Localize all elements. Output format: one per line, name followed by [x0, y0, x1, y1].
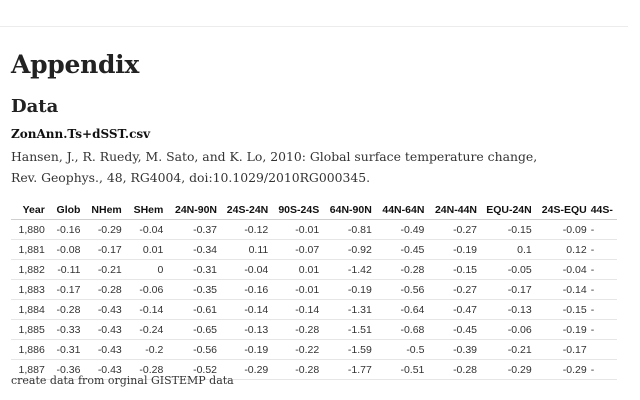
table-cell: -0.06 [481, 320, 536, 340]
data-table [11, 200, 617, 380]
table-cell: -0.22 [272, 340, 323, 360]
table-cell [591, 340, 617, 360]
column-header: 44S- [591, 200, 617, 220]
table-cell: -0.36 [49, 360, 85, 380]
table-cell: -0.64 [376, 300, 429, 320]
table-cell: -0.29 [221, 360, 272, 380]
table-cell: -1.77 [323, 360, 376, 380]
table-cell: -0.14 [272, 300, 323, 320]
table-cell: -0.04 [126, 220, 168, 240]
column-header: Year [11, 200, 49, 220]
table-cell: 1,882 [11, 260, 49, 280]
table-row [11, 240, 617, 260]
table-cell: -0.28 [272, 360, 323, 380]
citation [11, 146, 537, 188]
table-cell: -0.2 [126, 340, 168, 360]
table-row [11, 280, 617, 300]
table-cell: -0.31 [49, 340, 85, 360]
table-cell: -0.47 [428, 300, 481, 320]
table-cell: -0.35 [167, 280, 221, 300]
table-cell: -0.17 [84, 240, 125, 260]
table-cell: -0.21 [84, 260, 125, 280]
table-cell: 1,886 [11, 340, 49, 360]
table-cell: -0.17 [536, 340, 591, 360]
column-header: Glob [49, 200, 85, 220]
table-cell: - [591, 280, 617, 300]
table-cell: -0.56 [167, 340, 221, 360]
column-header: 24S-24N [221, 200, 272, 220]
table-cell: -0.81 [323, 220, 376, 240]
data-table-scroll[interactable] [11, 200, 617, 380]
footnote: create data from orginal GISTEMP data [11, 374, 234, 387]
table-cell: 0.12 [536, 240, 591, 260]
table-cell: 1,885 [11, 320, 49, 340]
table-cell: -0.13 [481, 300, 536, 320]
table-body [11, 220, 617, 380]
column-header: 64N-90N [323, 200, 376, 220]
table-cell: -0.21 [481, 340, 536, 360]
table-cell: -0.45 [376, 240, 429, 260]
table-cell: -0.19 [221, 340, 272, 360]
table-row [11, 300, 617, 320]
table-cell: -0.19 [323, 280, 376, 300]
table-cell: 1,887 [11, 360, 49, 380]
table-cell: -0.01 [272, 220, 323, 240]
table-cell: - [591, 360, 617, 380]
table-cell: -0.27 [428, 220, 481, 240]
table-cell: -0.07 [272, 240, 323, 260]
table-cell: 1,883 [11, 280, 49, 300]
citation-line: Hansen, J., R. Ruedy, M. Sato, and K. Lo, 2010: Global surface temperature change, [11, 149, 538, 164]
table-cell: -0.14 [126, 300, 168, 320]
table-cell: -0.31 [167, 260, 221, 280]
table-cell: -0.68 [376, 320, 429, 340]
table-cell: -0.06 [126, 280, 168, 300]
table-cell: -0.29 [84, 220, 125, 240]
table-cell: -0.28 [272, 320, 323, 340]
column-header: NHem [84, 200, 125, 220]
table-cell: -0.65 [167, 320, 221, 340]
table-cell: -0.5 [376, 340, 429, 360]
file-name: ZonAnn.Ts+dSST.csv [11, 127, 151, 141]
table-cell: -0.24 [126, 320, 168, 340]
column-header: 24S-EQU [536, 200, 591, 220]
table-cell: -0.08 [49, 240, 85, 260]
table-cell: -0.12 [221, 220, 272, 240]
table-cell: -0.29 [536, 360, 591, 380]
table-cell: -0.14 [221, 300, 272, 320]
table-cell: -0.19 [536, 320, 591, 340]
table-cell: -0.17 [49, 280, 85, 300]
table-cell: -0.92 [323, 240, 376, 260]
table-cell: -0.17 [481, 280, 536, 300]
table-cell: -0.34 [167, 240, 221, 260]
table-cell: 0.11 [221, 240, 272, 260]
table-cell: -0.43 [84, 340, 125, 360]
table-row [11, 260, 617, 280]
table-cell: 0.01 [126, 240, 168, 260]
table-cell: -0.29 [481, 360, 536, 380]
top-divider [0, 26, 628, 27]
table-cell: -1.59 [323, 340, 376, 360]
table-cell: -0.01 [272, 280, 323, 300]
table-cell: -0.28 [376, 260, 429, 280]
table-cell: 1,881 [11, 240, 49, 260]
table-cell: - [591, 260, 617, 280]
table-cell: -0.61 [167, 300, 221, 320]
table-cell: -0.28 [49, 300, 85, 320]
table-cell: -0.14 [536, 280, 591, 300]
table-cell: -0.27 [428, 280, 481, 300]
table-cell: -0.11 [49, 260, 85, 280]
table-cell: - [591, 300, 617, 320]
page-heading: Appendix [11, 50, 139, 79]
column-header: 24N-90N [167, 200, 221, 220]
table-cell: -0.04 [221, 260, 272, 280]
column-header: 44N-64N [376, 200, 429, 220]
table-cell: -0.16 [49, 220, 85, 240]
table-cell: 1,880 [11, 220, 49, 240]
section-heading: Data [11, 96, 59, 117]
table-cell: -1.42 [323, 260, 376, 280]
column-header: EQU-24N [481, 200, 536, 220]
table-cell: -0.28 [428, 360, 481, 380]
column-header: 90S-24S [272, 200, 323, 220]
table-cell: -0.15 [536, 300, 591, 320]
table-row [11, 340, 617, 360]
table-cell: -0.56 [376, 280, 429, 300]
table-cell: 1,884 [11, 300, 49, 320]
table-cell: -0.43 [84, 360, 125, 380]
column-header: SHem [126, 200, 168, 220]
table-cell: -0.05 [481, 260, 536, 280]
table-cell: -1.51 [323, 320, 376, 340]
table-cell: -0.15 [428, 260, 481, 280]
table-cell: -0.33 [49, 320, 85, 340]
column-header: 24N-44N [428, 200, 481, 220]
table-cell: -0.39 [428, 340, 481, 360]
table-cell: -0.49 [376, 220, 429, 240]
table-cell: -0.04 [536, 260, 591, 280]
table-cell: -0.19 [428, 240, 481, 260]
table-cell: -0.52 [167, 360, 221, 380]
table-cell: -0.13 [221, 320, 272, 340]
table-cell: 0.1 [481, 240, 536, 260]
table-cell: -1.31 [323, 300, 376, 320]
table-cell: -0.51 [376, 360, 429, 380]
table-cell: -0.15 [481, 220, 536, 240]
table-cell: - [591, 320, 617, 340]
table-cell: - [591, 220, 617, 240]
table-cell: -0.43 [84, 300, 125, 320]
table-cell: -0.09 [536, 220, 591, 240]
table-cell: -0.43 [84, 320, 125, 340]
table-row [11, 220, 617, 240]
citation-line: Rev. Geophys., 48, RG4004, doi:10.1029/2010RG000345. [11, 170, 371, 185]
table-cell: -0.45 [428, 320, 481, 340]
table-row [11, 320, 617, 340]
table-cell: 0.01 [272, 260, 323, 280]
table-cell: -0.28 [84, 280, 125, 300]
table-header-row [11, 200, 617, 220]
table-cell: - [591, 240, 617, 260]
table-cell: 0 [126, 260, 168, 280]
table-cell: -0.37 [167, 220, 221, 240]
table-cell: -0.16 [221, 280, 272, 300]
table-cell: -0.28 [126, 360, 168, 380]
